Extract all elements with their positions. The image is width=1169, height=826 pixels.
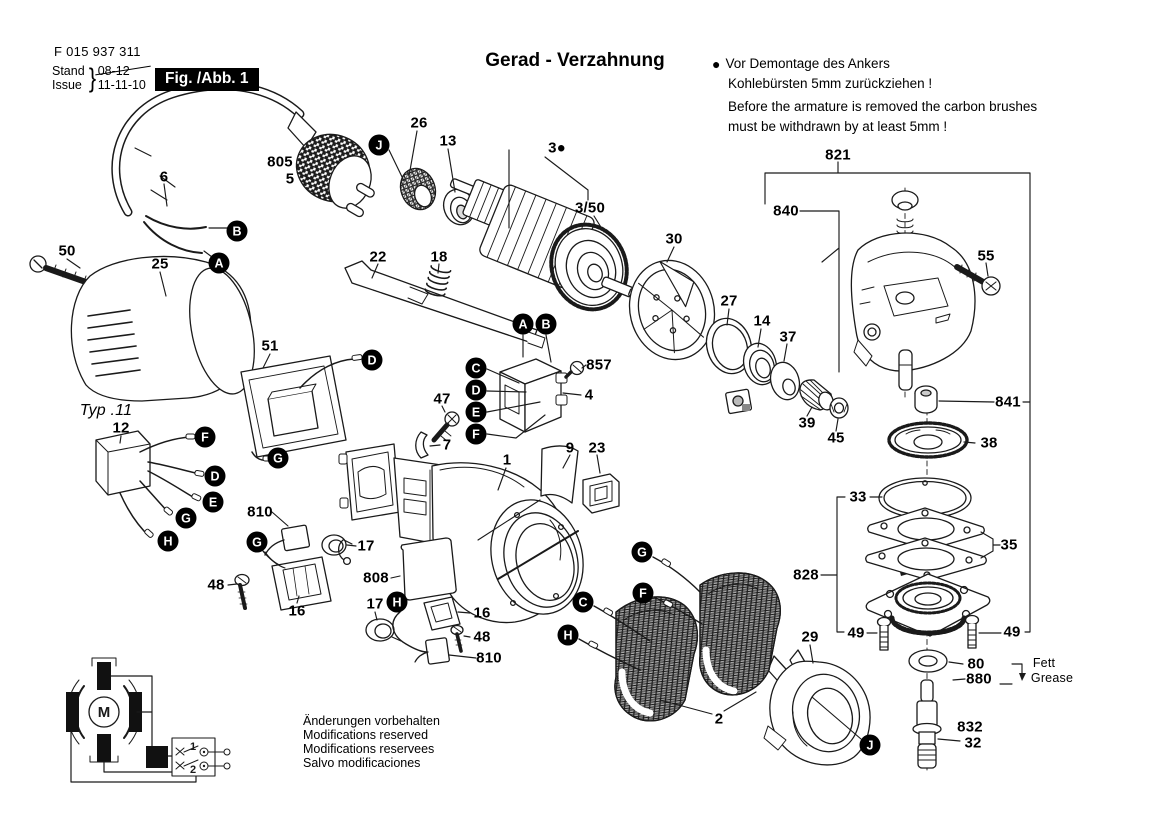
part-label-5: 5	[285, 170, 295, 188]
connector-badge-g: G	[632, 542, 653, 563]
motor-schematic-drawing	[66, 658, 230, 782]
stand-issue-block	[52, 64, 146, 92]
part-label-35: 35	[1000, 536, 1018, 554]
part-label-828: 828	[793, 566, 819, 584]
part-label-4: 4	[584, 386, 594, 404]
part-label-832: 832	[957, 718, 983, 736]
part-label-16: 16	[288, 602, 306, 620]
part-label-9: 9	[565, 439, 575, 457]
part-label-typ-11: Typ .11	[79, 402, 133, 419]
part-label-808: 808	[363, 569, 389, 587]
bearing-ring-26-drawing	[395, 163, 441, 214]
part-label-26: 26	[410, 114, 428, 132]
brush-group-left-drawing	[235, 525, 352, 610]
document-part-number: F 015 937 311	[54, 44, 141, 59]
part-label-48: 48	[207, 576, 225, 594]
part-label-3-50: 3/50	[575, 199, 605, 217]
connector-badge-e: E	[203, 492, 224, 513]
warning-de-line2: Kohlebürsten 5mm zurückziehen !	[728, 76, 933, 91]
figure-number-box: Fig. /Abb. 1	[155, 68, 259, 91]
diagram-title: Gerad - Verzahnung	[485, 50, 665, 71]
gaskets-35-drawing	[866, 508, 987, 580]
part-label-48: 48	[473, 628, 491, 646]
armature-3-drawing	[442, 171, 643, 320]
switch-block-4-drawing	[500, 359, 584, 432]
part-label-17: 17	[366, 595, 384, 613]
part-label-16: 16	[473, 604, 491, 622]
washer-80-drawing	[909, 650, 947, 672]
connector-badge-c: C	[573, 592, 594, 613]
part-label-1: 1	[502, 451, 512, 469]
square-nut-drawing	[725, 389, 751, 414]
part-label-22: 22	[369, 248, 387, 266]
part-label-32: 32	[964, 734, 982, 752]
lever-22-drawing	[345, 261, 545, 348]
connector-badge-h: H	[558, 625, 579, 646]
spring-18-drawing	[425, 266, 451, 297]
connector-badge-a: A	[513, 314, 534, 335]
cover-plate-808-drawing	[401, 538, 456, 600]
field-coils-2-drawing	[615, 573, 780, 721]
carbon-brush-warning	[712, 54, 1057, 137]
part-label-30: 30	[665, 230, 683, 248]
part-label-25: 25	[151, 255, 169, 273]
part-label-39: 39	[798, 414, 816, 432]
connector-badge-h: H	[387, 592, 408, 613]
connector-badge-g: G	[268, 448, 289, 469]
guard-29-drawing	[764, 650, 870, 765]
part-label-14: 14	[753, 312, 771, 330]
part-label-18: 18	[430, 248, 448, 266]
issue-value: 11-11-10	[97, 78, 146, 92]
brace-glyph: }	[88, 63, 96, 93]
connector-badge-h: H	[158, 531, 179, 552]
connector-badge-b: B	[227, 221, 248, 242]
part-label-17: 17	[357, 537, 375, 555]
connector-badge-j: J	[369, 135, 390, 156]
part-label-6: 6	[159, 168, 169, 186]
part-label-2: 2	[714, 710, 724, 728]
part-label-810: 810	[247, 503, 273, 521]
connector-badge-b: B	[536, 314, 557, 335]
part-label-37: 37	[779, 328, 797, 346]
stand-value: 08-12	[98, 64, 146, 78]
spindle-32-drawing	[913, 680, 941, 768]
issue-label: Issue	[52, 78, 82, 92]
part-label-55: 55	[977, 247, 995, 265]
part-label-3-: 3●	[548, 139, 566, 157]
warning-en-line2: must be withdrawn by at least 5mm !	[728, 119, 948, 134]
switch-23-drawing	[583, 474, 619, 513]
schematic-motor-label: M	[97, 704, 111, 721]
clip-7-drawing	[416, 432, 428, 458]
part-label-49: 49	[847, 624, 865, 642]
schematic-terminal-2: 2	[189, 764, 197, 776]
part-label-50: 50	[58, 242, 76, 260]
nut-45-drawing	[830, 398, 848, 418]
connector-badge-d: D	[362, 350, 383, 371]
power-cord-drawing	[116, 86, 380, 253]
connector-badge-g: G	[176, 508, 197, 529]
bevel-gear-38-drawing	[889, 423, 967, 458]
footer-line-de: Änderungen vorbehalten	[303, 714, 440, 728]
module-12-drawing	[96, 431, 204, 538]
part-label-38: 38	[980, 434, 998, 452]
connector-badge-a: A	[209, 253, 230, 274]
connector-badge-g: G	[247, 532, 268, 553]
connector-badge-f: F	[466, 424, 487, 445]
part-label-23: 23	[588, 439, 606, 457]
part-label-80: 80	[967, 655, 985, 673]
connector-badge-c: C	[466, 358, 487, 379]
stand-label: Stand	[52, 64, 85, 78]
part-label-47: 47	[433, 390, 451, 408]
part-label-805: 805	[267, 153, 293, 171]
connector-badge-f: F	[195, 427, 216, 448]
part-label-45: 45	[827, 429, 845, 447]
part-label-840: 840	[773, 202, 799, 220]
part-label-33: 33	[849, 488, 867, 506]
connector-badge-d: D	[466, 380, 487, 401]
deflector-9-drawing	[541, 446, 578, 503]
part-label-841: 841	[995, 393, 1021, 411]
bullet-icon: ●	[712, 56, 721, 72]
warning-en-line1: Before the armature is removed the carbon brushes	[728, 99, 1038, 114]
connector-badge-f: F	[633, 583, 654, 604]
connector-badge-e: E	[466, 402, 487, 423]
warning-de-line1: Vor Demontage des Ankers	[725, 56, 890, 71]
part-label-27: 27	[720, 292, 738, 310]
part-label-49: 49	[1003, 623, 1021, 641]
footer-line-es: Salvo modificaciones	[303, 756, 421, 770]
gear-housing-drawing	[851, 191, 975, 413]
footer-line-fr: Modifications reservees	[303, 742, 435, 756]
modifications-note	[303, 714, 440, 770]
pcb-tray-51-drawing	[241, 354, 362, 461]
schematic-terminal-1: 1	[189, 741, 197, 753]
part-label-12: 12	[112, 419, 130, 437]
part-label-fett: Fett	[1032, 656, 1056, 670]
part-label-51: 51	[261, 337, 279, 355]
connector-badge-d: D	[205, 466, 226, 487]
motor-cover-25-drawing	[71, 257, 264, 401]
part-label-810: 810	[476, 649, 502, 667]
footer-line-en: Modifications reserved	[303, 728, 429, 742]
part-label-880: 880	[966, 670, 992, 688]
screw-47-drawing	[434, 412, 459, 441]
part-label-grease: Grease	[1030, 671, 1074, 685]
connector-badge-j: J	[860, 735, 881, 756]
part-label-13: 13	[439, 132, 457, 150]
part-label-29: 29	[801, 628, 819, 646]
part-label-7: 7	[442, 436, 452, 454]
brush-group-right-drawing	[366, 597, 463, 664]
part-label-857: 857	[586, 356, 612, 374]
part-label-821: 821	[825, 146, 851, 164]
